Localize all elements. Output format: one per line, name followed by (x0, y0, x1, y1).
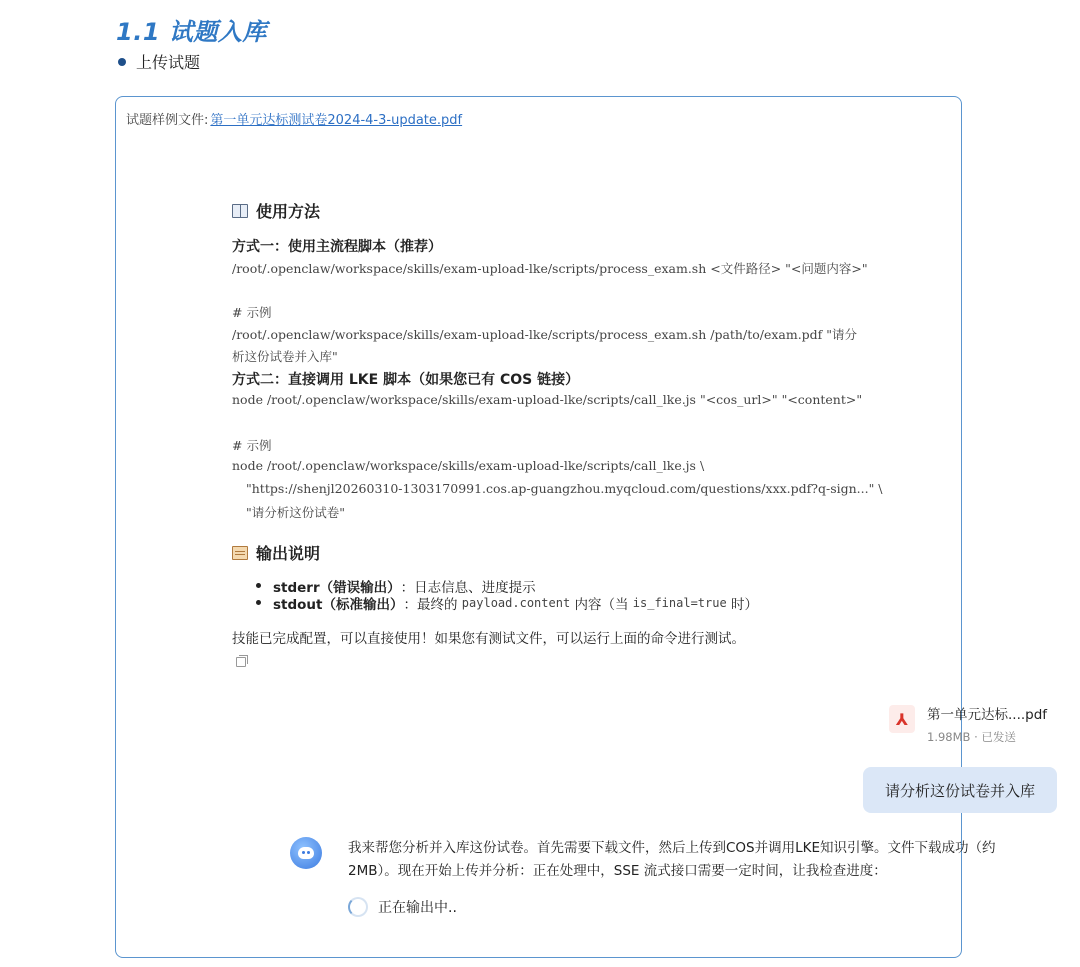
bot-avatar (290, 837, 322, 869)
usage-heading-text: 使用方法 (256, 202, 321, 221)
output-heading (232, 541, 320, 564)
bullet-label: 上传试题 (136, 53, 201, 72)
sample-file-link[interactable]: 第一单元达标测试卷2024-4-3-update.pdf (210, 113, 463, 128)
output-desc: 日志信息、进度提示 (414, 579, 536, 596)
file-meta: 1.98MB · 已发送 (927, 730, 1016, 744)
list-item (256, 594, 758, 611)
usage-heading (232, 199, 320, 222)
inline-code: is_final=true (632, 595, 727, 610)
output-sep: ： (403, 596, 417, 613)
memo-icon (232, 546, 248, 560)
file-name: 第一单元达标....pdf (927, 707, 1048, 723)
bullet-item (118, 50, 200, 73)
output-desc: 时） (726, 596, 758, 613)
file-attachment-card[interactable] (889, 703, 1047, 745)
output-desc: 内容（当 (570, 596, 633, 613)
output-desc: 最终的 (417, 596, 462, 613)
output-sep: ： (400, 579, 415, 596)
bullet-dot-icon (256, 583, 261, 588)
bullet-dot-icon (256, 600, 261, 605)
bot-message: 我来帮您分析并入库这份试卷。首先需要下载文件，然后上传到COS并调用LKE知识引擎。文件下载成功（约2MB）。现在开始上传并分析：正在处理中，SSE 流式接口需要一定时间，让我检查进度： (348, 840, 996, 879)
copy-icon[interactable] (236, 657, 246, 667)
method2-example-line2: "https://shenjl20260310-1303170991.cos.ap-guangzhou.myqcloud.com/questions/xxx.pdf?q-sign..." \ (246, 481, 883, 496)
method2-command: node /root/.openclaw/workspace/skills/exam-upload-lke/scripts/call_lke.js "<cos_url>" "<content>" (232, 392, 863, 407)
output-key: stderr（错误输出） (273, 579, 401, 596)
status-text: 正在输出中.. (378, 900, 457, 916)
bullet-dot-icon (118, 58, 126, 66)
output-heading-text: 输出说明 (256, 544, 321, 563)
streaming-status (348, 897, 457, 917)
section-title: 1.1 试题入库 (116, 18, 267, 46)
user-message-bubble: 请分析这份试卷并入库 (863, 767, 1057, 813)
sample-file-label: 试题样例文件: (126, 113, 209, 128)
output-list (256, 577, 758, 611)
list-item (256, 577, 758, 594)
bot-face-icon (298, 847, 314, 859)
method1-example-line1: /root/.openclaw/workspace/skills/exam-upload-lke/scripts/process_exam.sh /path/to/exam.pdf "请分 (232, 327, 858, 342)
screenshot-frame (115, 96, 1048, 958)
method1-example-line2: 析这份试卷并入库" (232, 349, 338, 364)
sample-file-row (126, 109, 462, 128)
method1-command: /root/.openclaw/workspace/skills/exam-upload-lke/scripts/process_exam.sh <文件路径> "<问题内容>" (232, 261, 868, 276)
inline-code: payload.content (461, 595, 571, 610)
method2-example-comment: # 示例 (232, 438, 272, 453)
method1-title: 方式一：使用主流程脚本（推荐） (232, 239, 442, 255)
method2-title: 方式二：直接调用 LKE 脚本（如果您已有 COS 链接） (232, 372, 580, 388)
open-book-icon (232, 204, 248, 218)
output-key: stdout（标准输出） (273, 596, 404, 613)
closing-paragraph: 技能已完成配置，可以直接使用！如果您有测试文件，可以运行上面的命令进行测试。 (232, 631, 745, 647)
method1-example-comment: # 示例 (232, 305, 272, 320)
pdf-icon: ⅄ (889, 705, 915, 733)
method2-example-line1: node /root/.openclaw/workspace/skills/exam-upload-lke/scripts/call_lke.js \ (232, 458, 705, 473)
loading-spinner-icon (348, 897, 368, 917)
method2-example-line3: "请分析这份试卷" (246, 505, 345, 520)
